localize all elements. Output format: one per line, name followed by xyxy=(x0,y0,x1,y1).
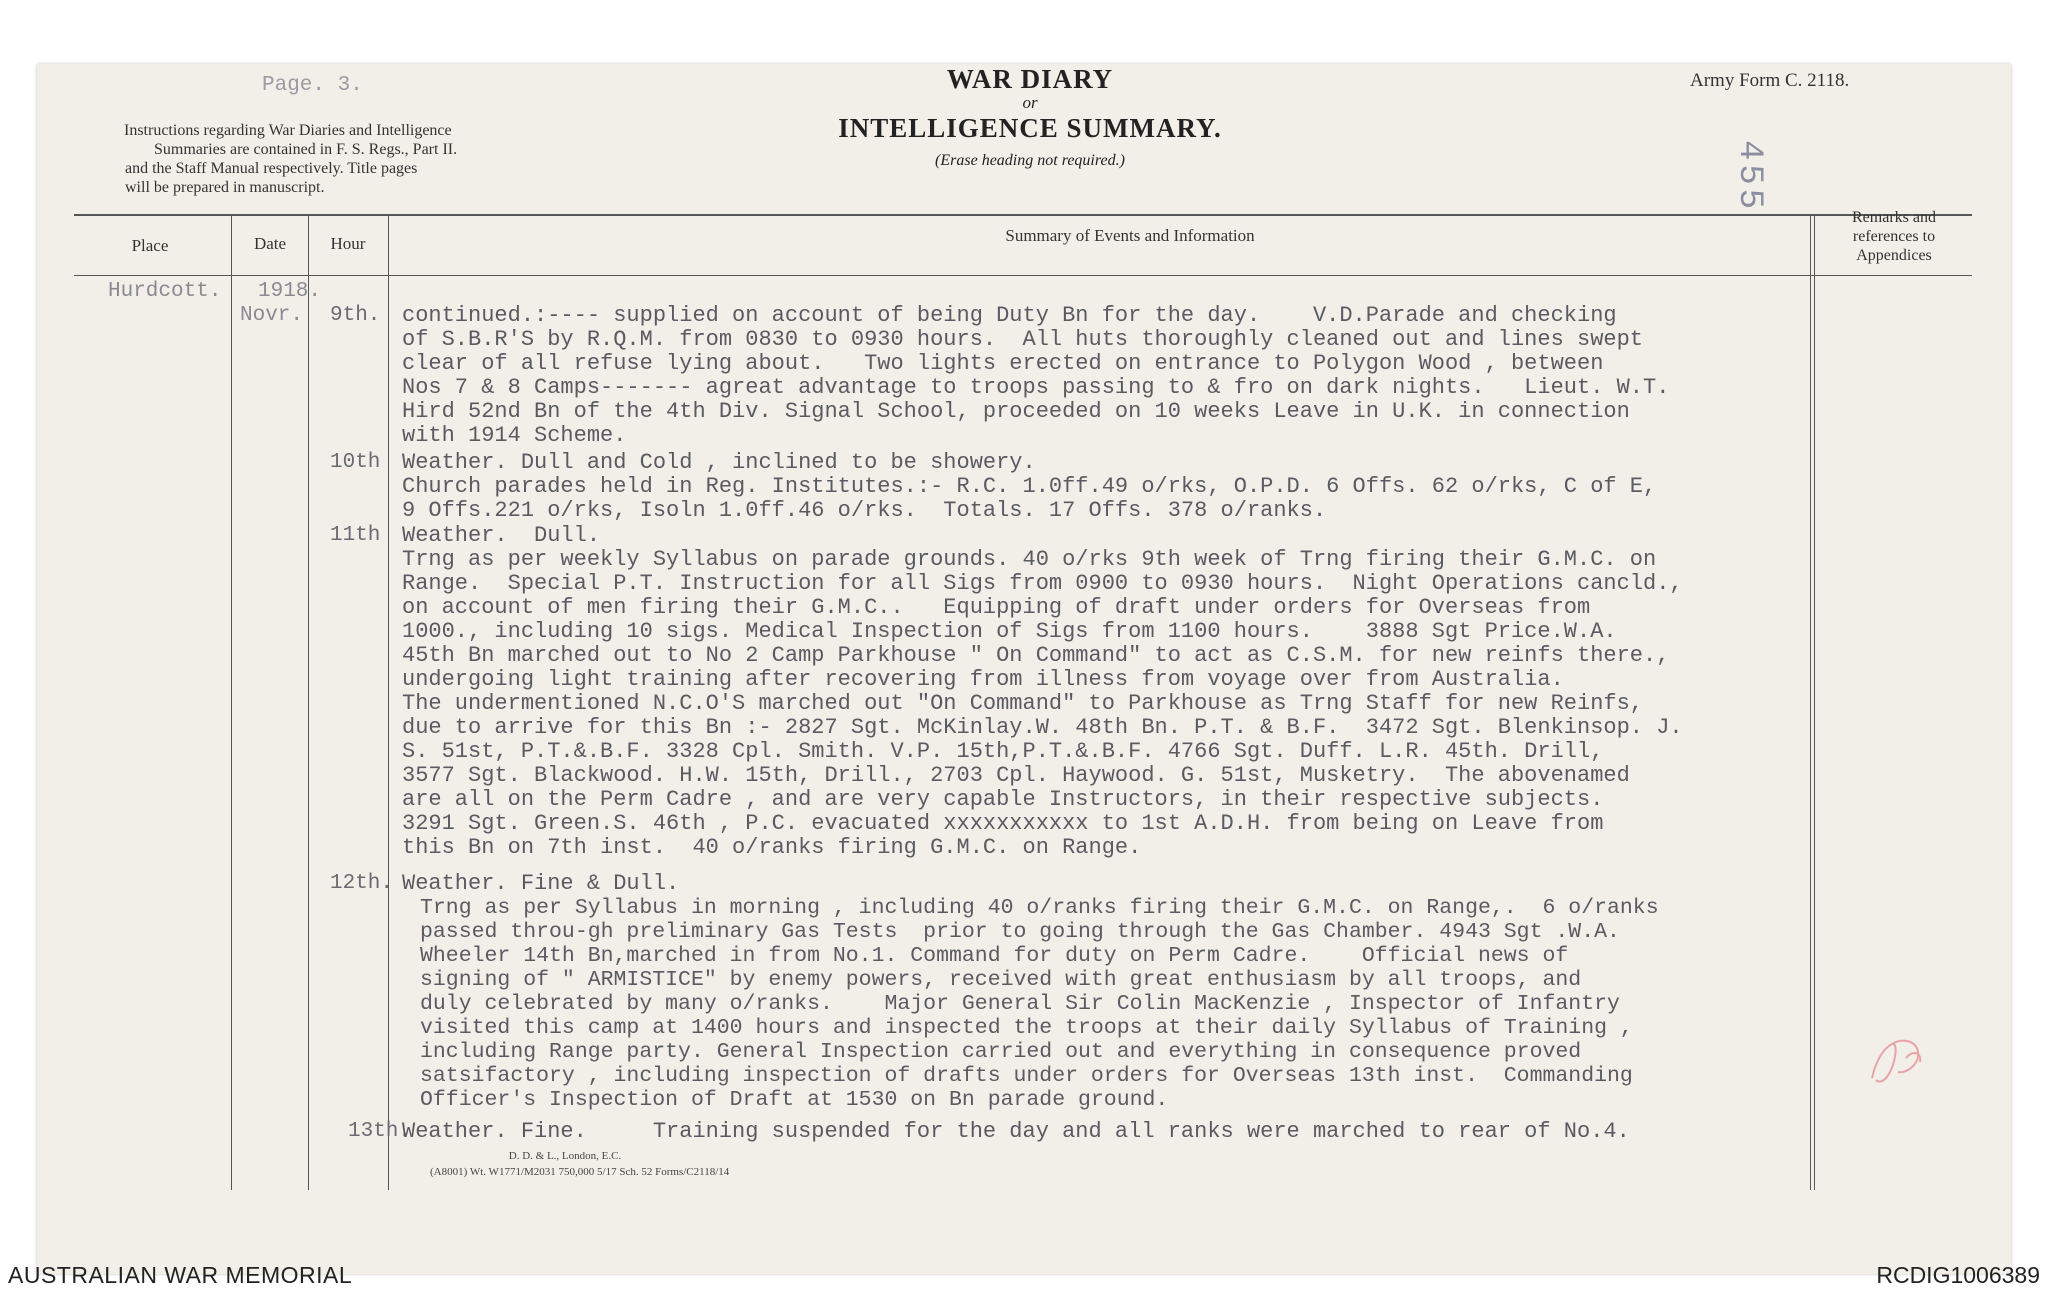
header-rule-bottom xyxy=(74,275,1972,276)
col-divider-date xyxy=(308,214,309,1190)
entry-place: Hurdcott. xyxy=(108,280,222,303)
summary-line: due to arrive for this Bn :- 2827 Sgt. McKinlay.W. 48th Bn. P.T. & B.F. 3472 Sgt. Blenkinsop. J. xyxy=(402,715,1683,740)
red-annotation-mark xyxy=(1862,1030,1932,1090)
summary-line: are all on the Perm Cadre , and are very capable Instructors, in their respective subjects. xyxy=(402,787,1604,812)
summary-line: Trng as per weekly Syllabus on parade grounds. 40 o/rks 9th week of Trng firing their G.M.C. on xyxy=(402,547,1657,572)
archive-name: AUSTRALIAN WAR MEMORIAL xyxy=(8,1262,353,1288)
summary-line: Trng as per Syllabus in morning , including 40 o/ranks firing their G.M.C. on Range,. 6 o/ranks xyxy=(420,896,1659,920)
summary-line: on account of men firing their G.M.C.. Equipping of draft under orders for Overseas from xyxy=(402,595,1591,620)
summary-line: Weather. Dull and Cold , inclined to be showery. xyxy=(402,450,1036,475)
entry-hour-9th: 9th. xyxy=(330,304,381,327)
instructions-line: Summaries are contained in F. S. Regs., Part II. xyxy=(154,141,458,158)
instructions-note xyxy=(124,121,584,197)
remarks-line: references to xyxy=(1852,228,1936,245)
instructions-line: will be prepared in manuscript. xyxy=(125,179,325,196)
summary-line: clear of all refuse lying about. Two lights erected on entrance to Polygon Wood , between xyxy=(402,351,1604,376)
title-block xyxy=(760,64,1300,170)
entry-hour-10th: 10th xyxy=(330,451,381,474)
summary-line: Church parades held in Reg. Institutes.:- R.C. 1.0ff.49 o/rks, O.P.D. 6 Offs. 62 o/rks, C of E, xyxy=(402,474,1657,499)
page-title: WAR DIARY xyxy=(946,64,1114,94)
header-rule-top xyxy=(74,214,1972,216)
summary-line: Officer's Inspection of Draft at 1530 on Bn parade ground. xyxy=(420,1088,1169,1112)
summary-line: duly celebrated by many o/ranks. Major General Sir Colin MacKenzie , Inspector of Infantry xyxy=(420,992,1620,1016)
col-header-date: Date xyxy=(253,234,287,253)
entry-year: 1918. xyxy=(258,280,322,303)
summary-line: of S.B.R'S by R.Q.M. from 0830 to 0930 hours. All huts thoroughly cleaned out and lines swept xyxy=(402,327,1644,352)
erase-note: (Erase heading not required.) xyxy=(935,152,1125,169)
summary-line: 45th Bn marched out to No 2 Camp Parkhouse " On Command" to act as C.S.M. for new reinfs there., xyxy=(402,643,1670,668)
summary-line: undergoing light training after recovering from illness from voyage over from Australia. xyxy=(402,667,1564,692)
summary-line: visited this camp at 1400 hours and inspected the troops at their daily Syllabus of Training , xyxy=(420,1016,1633,1040)
entry-hour-11th: 11th xyxy=(330,524,381,547)
form-number: Army Form C. 2118. xyxy=(1690,70,1850,91)
summary-line: Wheeler 14th Bn,marched in from No.1. Command for duty on Perm Cadre. Official news of xyxy=(420,944,1569,968)
entry-hour-13th: 13th. xyxy=(348,1120,412,1143)
col-header-hour: Hour xyxy=(330,234,366,253)
summary-line: Weather. Dull. xyxy=(402,523,601,548)
summary-line: The undermentioned N.C.O'S marched out "On Command" to Parkhouse as Trng Staff for new Reinfs, xyxy=(402,691,1644,716)
archive-ref: RCDIG1006389 xyxy=(1876,1262,2040,1288)
entry-month: Novr. xyxy=(240,304,304,327)
summary-line: Weather. Fine & Dull. xyxy=(402,871,680,896)
summary-line: Range. Special P.T. Instruction for all Sigs from 0900 to 0930 hours. Night Operations cancld., xyxy=(402,571,1683,596)
summary-line: 3577 Sgt. Blackwood. H.W. 15th, Drill., 2703 Cpl. Haywood. G. 51st, Musketry. The abovenamed xyxy=(402,763,1630,788)
col-divider-remarks xyxy=(1810,214,1811,1190)
col-header-remarks xyxy=(1818,208,1970,265)
summary-line: satsifactory , including inspection of drafts under orders for Overseas 13th inst. Commanding xyxy=(420,1064,1633,1088)
remarks-line: Remarks and xyxy=(1852,209,1936,226)
summary-line: 1000., including 10 sigs. Medical Inspection of Sigs from 1100 hours. 3888 Sgt Price.W.A. xyxy=(402,619,1617,644)
remarks-line: Appendices xyxy=(1856,247,1932,264)
summary-line: signing of " ARMISTICE" by enemy powers, received with great enthusiasm by all troops, and xyxy=(420,968,1582,992)
page-number: Page. 3. xyxy=(262,74,363,97)
col-divider-remarks-2 xyxy=(1814,214,1815,1190)
summary-line: Hird 52nd Bn of the 4th Div. Signal School, proceeded on 10 weeks Leave in U.K. in connection xyxy=(402,399,1630,424)
col-divider-hour xyxy=(388,214,389,1190)
summary-line: S. 51st, P.T.&.B.F. 3328 Cpl. Smith. V.P. 15th,P.T.&.B.F. 4766 Sgt. Duff. L.R. 45th. Drill, xyxy=(402,739,1604,764)
summary-line: with 1914 Scheme. xyxy=(402,423,627,448)
col-header-place: Place xyxy=(131,236,169,255)
summary-line: including Range party. General Inspection carried out and everything in consequence proved xyxy=(420,1040,1582,1064)
printer-imprint: D. D. & L., London, E.C. xyxy=(508,1150,622,1162)
title-or: or xyxy=(1022,93,1038,112)
summary-line: Weather. Fine. Training suspended for the day and all ranks were marched to rear of No.4. xyxy=(402,1119,1630,1144)
entry-hour-12th: 12th. xyxy=(330,872,394,895)
folio-stamp: 455 xyxy=(1730,140,1768,214)
col-header-summary: Summary of Events and Information xyxy=(1005,226,1255,245)
col-divider-place xyxy=(231,214,232,1190)
form-imprint: (A8001) Wt. W1771/M2031 750,000 5/17 Sch. 52 Forms/C2118/14 xyxy=(430,1166,730,1178)
summary-line: 3291 Sgt. Green.S. 46th , P.C. evacuated xxxxxxxxxxx to 1st A.D.H. from being on Leave from xyxy=(402,811,1604,836)
page-subtitle: INTELLIGENCE SUMMARY. xyxy=(838,113,1222,143)
summary-line: this Bn on 7th inst. 40 o/ranks firing G.M.C. on Range. xyxy=(402,835,1142,860)
summary-line: 9 Offs.221 o/rks, Isoln 1.0ff.46 o/rks. Totals. 17 Offs. 378 o/ranks. xyxy=(402,498,1327,523)
summary-line: continued.:---- supplied on account of being Duty Bn for the day. V.D.Parade and checking xyxy=(402,303,1617,328)
instructions-line: and the Staff Manual respectively. Title pages xyxy=(125,160,418,177)
summary-line: Nos 7 & 8 Camps------- agreat advantage to troops passing to & fro on dark nights. Lieut. W.T. xyxy=(402,375,1670,400)
instructions-line: Instructions regarding War Diaries and Intelligence xyxy=(124,122,452,139)
summary-line: passed throu-gh preliminary Gas Tests prior to going through the Gas Chamber. 4943 Sgt .W.A. xyxy=(420,920,1620,944)
